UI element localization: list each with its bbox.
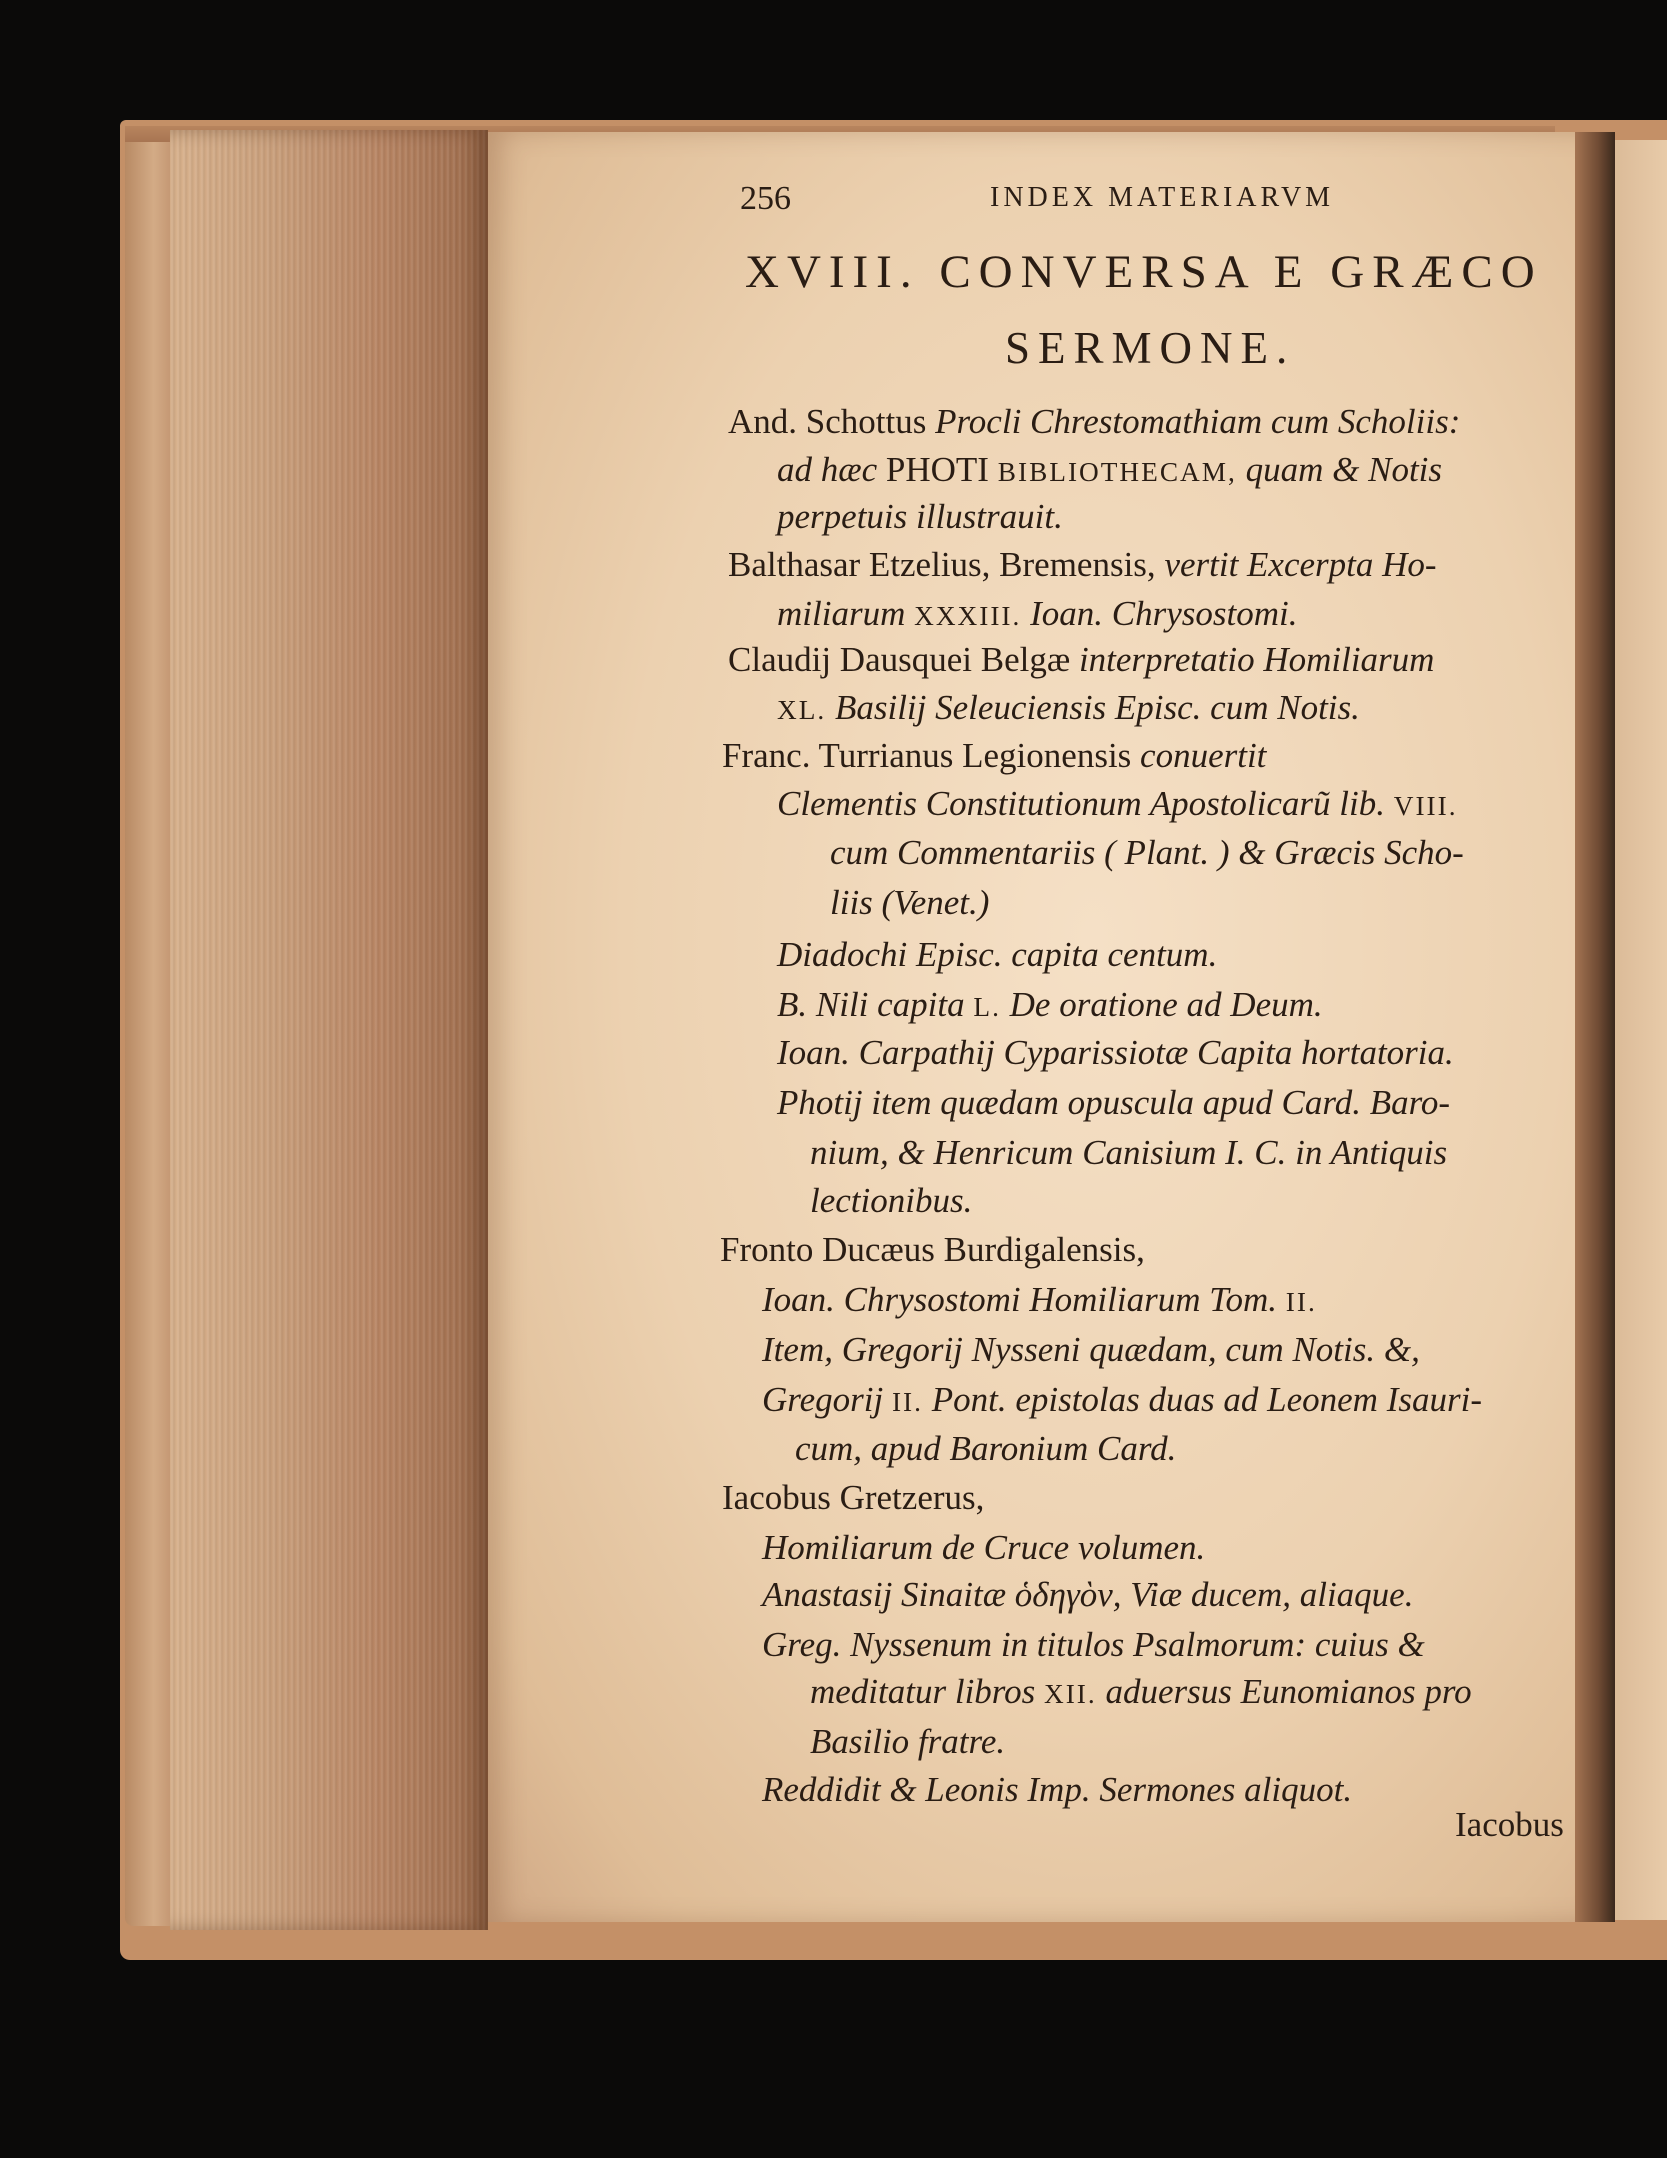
line-segment-small: II.	[891, 1387, 923, 1417]
book-gutter	[1575, 132, 1615, 1922]
index-line-ducaeus-1	[720, 1230, 1145, 1270]
catchword: Iacobus	[1455, 1805, 1564, 1844]
line-segment-italic2: aduersus Eunomianos pro	[1096, 1672, 1472, 1711]
index-line-gretzerus-6	[810, 1722, 1005, 1762]
index-line-turrianus-8	[777, 1083, 1450, 1123]
line-segment-italic: B. Nili capita	[777, 985, 974, 1024]
line-segment-italic2: quam & Notis	[1236, 450, 1443, 489]
line-segment-italic: Clementis Constitutionum Apostolicarũ lib.	[777, 784, 1394, 823]
line-segment-small: XL.	[777, 695, 827, 725]
line-segment-roman: Fronto Ducæus Burdigalensis,	[720, 1230, 1145, 1269]
line-segment-italic: Photij item quædam opuscula apud Card. Baro-	[777, 1083, 1451, 1122]
line-segment-italic: cum Commentariis ( Plant. ) & Græcis Scho-	[830, 833, 1464, 872]
line-segment-small: II.	[1285, 1287, 1317, 1317]
line-segment-italic2: De oratione ad Deum.	[1000, 985, 1323, 1024]
line-segment-italic: nium, & Henricum Canisium I. C. in Antiquis	[810, 1133, 1448, 1172]
index-line-turrianus-1	[722, 736, 1266, 776]
line-segment-small: BIBLIOTHECAM,	[988, 457, 1237, 487]
line-segment-italic2: Pont. epistolas duas ad Leonem Isauri-	[922, 1380, 1482, 1419]
page-block-edge	[170, 130, 488, 1930]
line-segment-small: VIII.	[1393, 791, 1458, 821]
index-line-etzelius-2	[777, 594, 1297, 634]
index-line-ducaeus-3	[762, 1330, 1420, 1370]
line-segment-italic: ad hæc	[777, 450, 886, 489]
line-segment-roman: PHOTI	[885, 450, 989, 489]
line-segment-italic: interpretatio Homiliarum	[1078, 640, 1435, 679]
index-line-gretzerus-1	[722, 1478, 984, 1518]
index-line-turrianus-3	[830, 833, 1464, 873]
line-segment-small: L.	[973, 992, 1001, 1022]
index-line-dausquei-1	[728, 640, 1434, 680]
index-line-turrianus-5	[777, 935, 1217, 975]
page-number: 256	[740, 180, 791, 217]
line-segment-italic: vertit Excerpta Ho-	[1164, 545, 1437, 584]
line-segment-italic: lectionibus.	[810, 1181, 973, 1220]
index-line-ducaeus-4	[762, 1380, 1482, 1420]
line-segment-italic: Basilij Seleuciensis Episc. cum Notis.	[826, 688, 1360, 727]
index-line-schottus-3	[777, 497, 1063, 537]
line-segment-italic: miliarum	[777, 594, 915, 633]
line-segment-roman: Franc. Turrianus Legionensis	[722, 736, 1141, 775]
line-segment-italic: liis (Venet.)	[830, 883, 990, 922]
index-line-etzelius-1	[728, 545, 1437, 585]
index-line-turrianus-2	[777, 784, 1458, 824]
index-line-gretzerus-4	[762, 1625, 1425, 1665]
line-segment-italic: meditatur libros	[810, 1672, 1044, 1711]
line-segment-italic: cum, apud Baronium Card.	[795, 1429, 1177, 1468]
line-segment-italic: Ioan. Chrysostomi Homiliarum Tom.	[762, 1280, 1286, 1319]
line-segment-italic: Anastasij Sinaitæ ὁδηγὸν, Viæ ducem, aliaque.	[762, 1575, 1414, 1614]
index-line-gretzerus-3	[762, 1575, 1413, 1615]
line-segment-roman: And. Schottus	[728, 402, 936, 441]
line-segment-roman: Iacobus Gretzerus,	[722, 1478, 985, 1517]
line-segment-small: XII.	[1044, 1679, 1097, 1709]
line-segment-italic: Basilio fratre.	[810, 1722, 1006, 1761]
index-line-gretzerus-7	[762, 1770, 1352, 1810]
line-segment-roman: Claudij Dausquei Belgæ	[728, 640, 1079, 679]
section-title-continued: SERMONE.	[1005, 323, 1296, 373]
index-line-gretzerus-5	[810, 1672, 1472, 1712]
line-segment-italic: perpetuis illustrauit.	[777, 497, 1063, 536]
index-line-turrianus-7	[777, 1033, 1454, 1073]
line-segment-italic2: Ioan. Chrysostomi.	[1021, 594, 1298, 633]
line-segment-italic: conuertit	[1140, 736, 1267, 775]
index-line-turrianus-9	[810, 1133, 1447, 1173]
line-segment-italic: Item, Gregorij Nysseni quædam, cum Notis. &,	[762, 1330, 1420, 1369]
line-segment-italic: Diadochi Episc. capita centum.	[777, 935, 1218, 974]
index-line-ducaeus-2	[762, 1280, 1317, 1320]
index-line-turrianus-6	[777, 985, 1323, 1025]
index-line-turrianus-4	[830, 883, 989, 923]
line-segment-italic: Gregorij	[762, 1380, 892, 1419]
index-line-schottus-2	[777, 450, 1442, 490]
cover-edge	[125, 126, 173, 1926]
index-line-ducaeus-5	[795, 1429, 1176, 1469]
line-segment-italic: Reddidit & Leonis Imp. Sermones aliquot.	[762, 1770, 1353, 1809]
running-head: INDEX MATERIARVM	[990, 182, 1335, 213]
index-line-schottus-1	[728, 402, 1460, 442]
line-segment-italic: Greg. Nyssenum in titulos Psalmorum: cuius &	[762, 1625, 1425, 1664]
index-line-dausquei-2	[777, 688, 1360, 728]
line-segment-italic: Homiliarum de Cruce volumen.	[762, 1528, 1206, 1567]
line-segment-italic: Procli Chrestomathiam cum Scholiis:	[935, 402, 1461, 441]
index-line-turrianus-10	[810, 1181, 972, 1221]
line-segment-small: XXXIII.	[914, 601, 1022, 631]
index-line-gretzerus-2	[762, 1528, 1205, 1568]
section-title: XVIII. CONVERSA E GRÆCO	[745, 246, 1543, 298]
line-segment-italic: Ioan. Carpathij Cyparissiotæ Capita hortatoria.	[777, 1033, 1454, 1072]
line-segment-roman: Balthasar Etzelius, Bremensis,	[728, 545, 1165, 584]
